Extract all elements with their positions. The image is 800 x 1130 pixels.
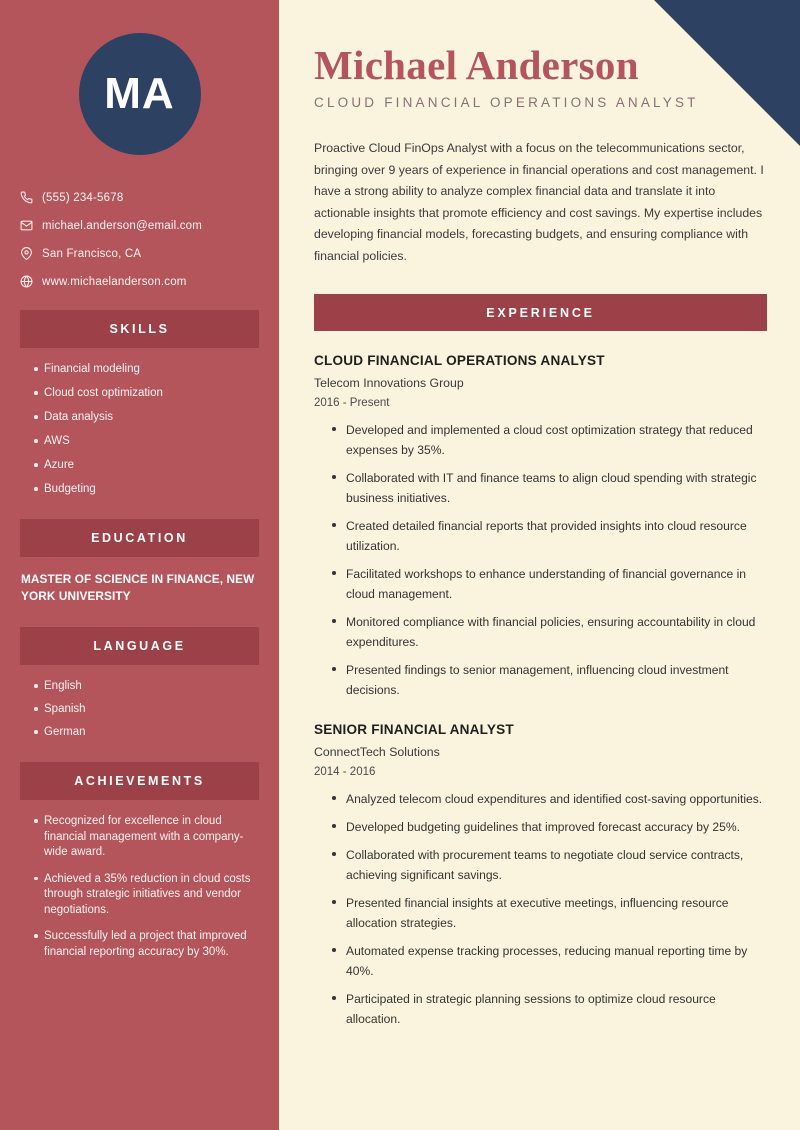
list-item: Developed and implemented a cloud cost optimization strategy that reduced expenses by 35%. bbox=[332, 420, 767, 460]
headline-job-title: CLOUD FINANCIAL OPERATIONS ANALYST bbox=[314, 95, 699, 110]
page-title: Michael Anderson bbox=[314, 42, 639, 88]
job-company: ConnectTech Solutions bbox=[314, 745, 440, 759]
list-item: Collaborated with procurement teams to negotiate cloud service contracts, achieving significant savings. bbox=[332, 845, 767, 885]
language-list bbox=[20, 679, 259, 740]
education-title: EDUCATION bbox=[91, 531, 188, 545]
contact-location bbox=[20, 247, 259, 260]
list-item: Azure bbox=[34, 458, 259, 473]
list-item: AWS bbox=[34, 434, 259, 449]
list-item: Recognized for excellence in cloud financial management with a company-wide award. bbox=[34, 814, 259, 861]
experience-title: EXPERIENCE bbox=[486, 305, 595, 320]
main-column bbox=[279, 0, 800, 1130]
phone-icon bbox=[20, 191, 42, 204]
list-item: Data analysis bbox=[34, 410, 259, 425]
envelope-icon bbox=[20, 219, 42, 232]
list-item: Presented findings to senior management, influencing cloud investment decisions. bbox=[332, 660, 767, 700]
experience-entry bbox=[314, 722, 767, 1029]
avatar: MA bbox=[79, 33, 201, 155]
contact-website bbox=[20, 275, 259, 288]
job-role: SENIOR FINANCIAL ANALYST bbox=[314, 722, 514, 737]
list-item: Collaborated with IT and finance teams to align cloud spending with strategic business initiatives. bbox=[332, 468, 767, 508]
list-item: Created detailed financial reports that provided insights into cloud resource utilization. bbox=[332, 516, 767, 556]
list-item: English bbox=[34, 679, 259, 694]
list-item: Participated in strategic planning sessions to optimize cloud resource allocation. bbox=[332, 989, 767, 1029]
job-bullet-list bbox=[314, 789, 767, 1029]
list-item: Developed budgeting guidelines that improved forecast accuracy by 25%. bbox=[332, 817, 767, 837]
location-pin-icon bbox=[20, 247, 42, 260]
contact-email-text: michael.anderson@email.com bbox=[42, 219, 203, 232]
experience-entry bbox=[314, 353, 767, 700]
skills-section-header bbox=[20, 310, 259, 348]
skills-list bbox=[20, 362, 259, 497]
language-section-header bbox=[20, 627, 259, 665]
globe-icon bbox=[20, 275, 42, 288]
achievements-list bbox=[20, 814, 259, 960]
contact-email bbox=[20, 219, 259, 232]
education-degree: MASTER OF SCIENCE IN FINANCE, NEW YORK UNIVERSITY bbox=[21, 572, 255, 603]
contact-list bbox=[20, 191, 259, 288]
job-dates: 2014 - 2016 bbox=[314, 766, 376, 778]
experience-section-header bbox=[314, 294, 767, 331]
skills-title: SKILLS bbox=[109, 322, 170, 336]
list-item: Spanish bbox=[34, 702, 259, 717]
sidebar bbox=[0, 0, 279, 1130]
contact-website-text: www.michaelanderson.com bbox=[42, 275, 187, 288]
avatar-wrapper bbox=[20, 33, 259, 155]
list-item: Analyzed telecom cloud expenditures and identified cost-saving opportunities. bbox=[332, 789, 767, 809]
education-section-header bbox=[20, 519, 259, 557]
job-company: Telecom Innovations Group bbox=[314, 376, 464, 390]
list-item: Achieved a 35% reduction in cloud costs through strategic initiatives and vendor negotiations. bbox=[34, 872, 259, 919]
job-role: CLOUD FINANCIAL OPERATIONS ANALYST bbox=[314, 353, 605, 368]
contact-phone-text: (555) 234-5678 bbox=[42, 191, 124, 204]
list-item: Successfully led a project that improved financial reporting accuracy by 30%. bbox=[34, 929, 259, 960]
contact-phone bbox=[20, 191, 259, 204]
summary-paragraph: Proactive Cloud FinOps Analyst with a focus on the telecommunications sector, bringing over 9 years of experience in financial operations and cost management. I have a strong ability to analyze complex financial data and translate it into actionable insights that promote efficiency and cost savings. My expertise includes developing financial models, forecasting budgets, and ensuring compliance with financial policies. bbox=[314, 141, 764, 263]
achievements-title: ACHIEVEMENTS bbox=[74, 774, 205, 788]
list-item: German bbox=[34, 725, 259, 740]
list-item: Financial modeling bbox=[34, 362, 259, 377]
job-bullet-list bbox=[314, 420, 767, 700]
list-item: Budgeting bbox=[34, 482, 259, 497]
list-item: Presented financial insights at executive meetings, influencing resource allocation strategies. bbox=[332, 893, 767, 933]
list-item: Facilitated workshops to enhance understanding of financial governance in cloud management. bbox=[332, 564, 767, 604]
job-dates: 2016 - Present bbox=[314, 397, 390, 409]
contact-location-text: San Francisco, CA bbox=[42, 247, 142, 260]
list-item: Automated expense tracking processes, reducing manual reporting time by 40%. bbox=[332, 941, 767, 981]
achievements-section-header bbox=[20, 762, 259, 800]
list-item: Cloud cost optimization bbox=[34, 386, 259, 401]
list-item: Monitored compliance with financial policies, ensuring accountability in cloud expenditures. bbox=[332, 612, 767, 652]
language-title: LANGUAGE bbox=[93, 639, 186, 653]
